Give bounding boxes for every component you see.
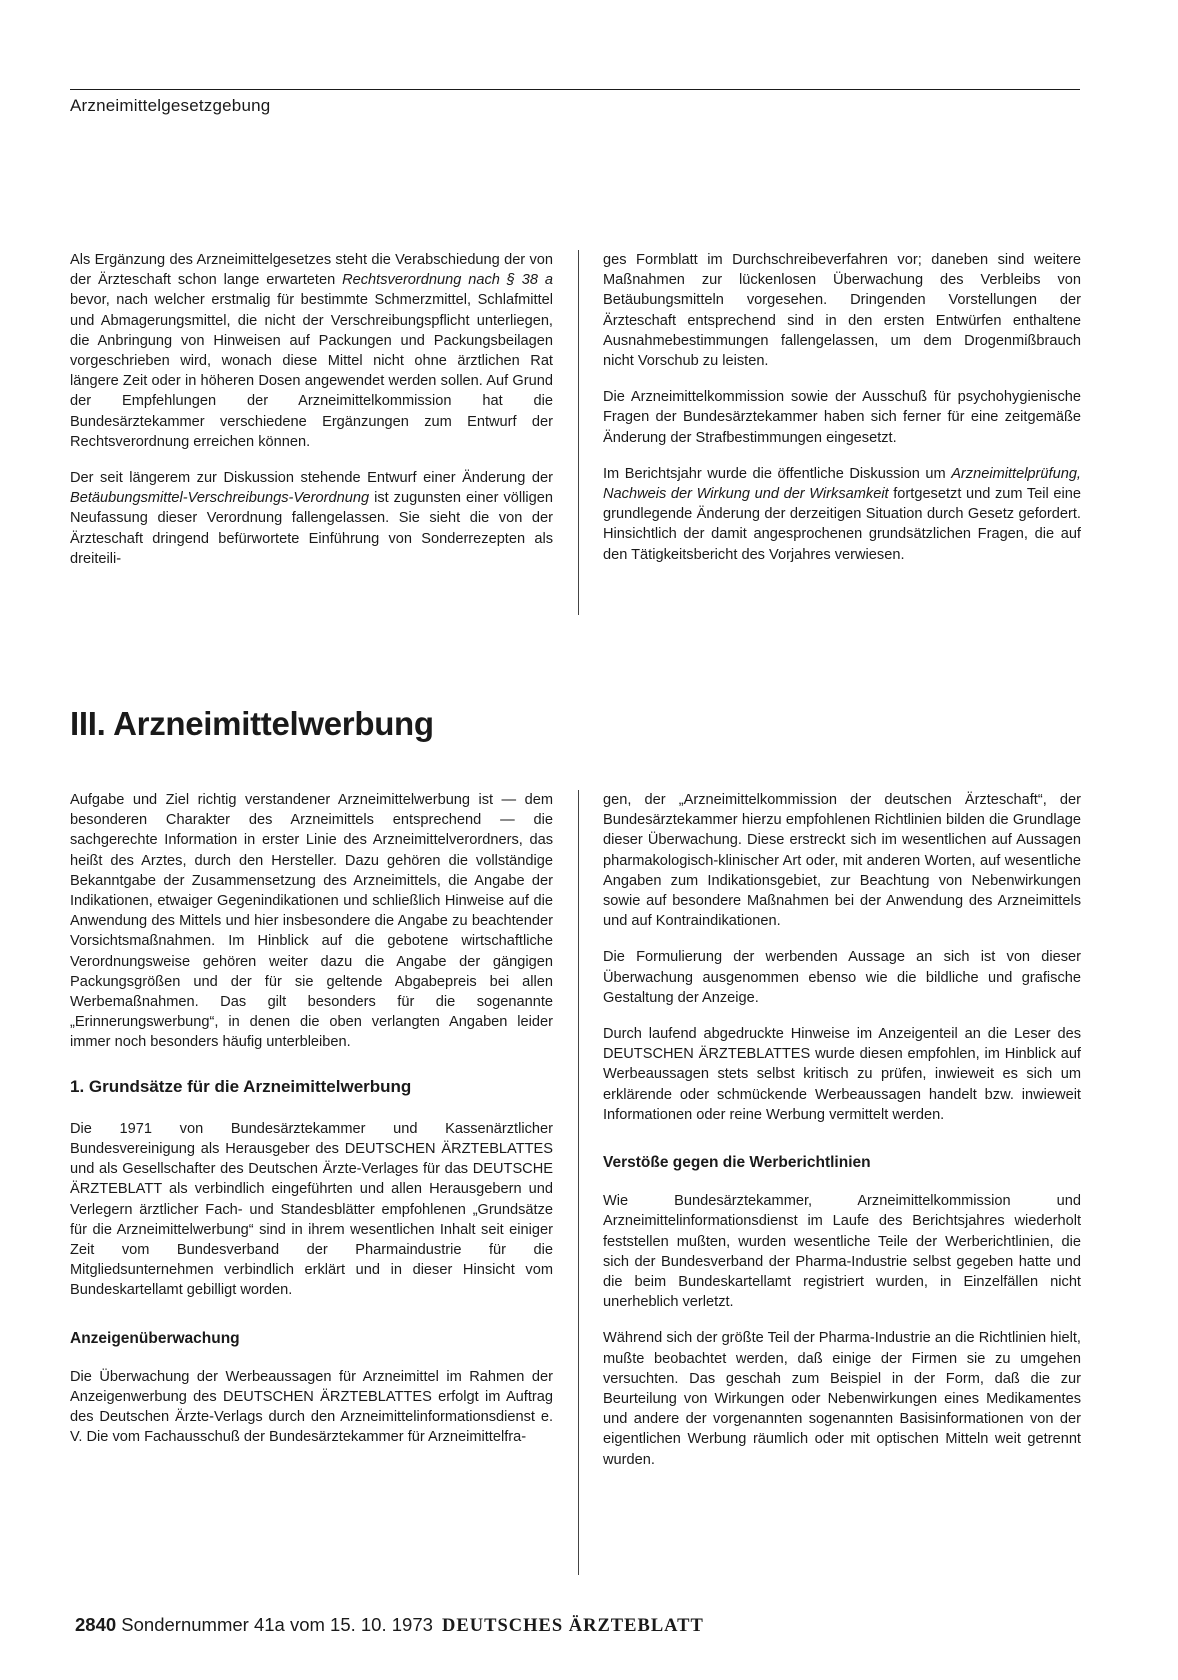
section-title: III. Arzneimittelwerbung <box>70 705 434 742</box>
column-divider <box>578 250 579 615</box>
section2-right-column <box>603 790 1081 1486</box>
paragraph: Der seit längerem zur Diskussion stehende Entwurf einer Änderung der Betäubungsmittel-Verschreibungs-Verordnung ist zugunsten einer völligen Neufassung dieser Verordnung fallengelassen. Sie sieht die von der Ärzteschaft dringend befürwortete Einführung von Sonderrezepten als dreiteili- <box>70 470 553 567</box>
paragraph: Die Arzneimittelkommission sowie der Ausschuß für psychohygienische Fragen der Bundesärztekammer haben sich ferner für eine zeitgemäße Änderung der Strafbestimmungen eingesetzt. <box>603 389 1081 446</box>
subsection-heading: Verstöße gegen die Werberichtlinien <box>603 1154 871 1172</box>
section1-right-column <box>603 250 1081 581</box>
paragraph: Wie Bundesärztekammer, Arzneimittelkommission und Arzneimittelinformationsdienst im Laufe des Berichtsjahres wiederholt feststellen mußten, wurden wesentliche Teile der Werberichtlinien, die sich der Bundesverband der Pharma-Industrie selbst gegeben hatte und die beim Bundeskartellamt registriert wurden, in Einzelfällen nicht unerheblich verletzt. <box>603 1193 1081 1311</box>
column-divider <box>578 790 579 1575</box>
emphasis: Rechtsverordnung nach § 38 a <box>342 272 553 289</box>
page-number: 2840 <box>75 1614 117 1635</box>
paragraph: Durch laufend abgedruckte Hinweise im Anzeigenteil an die Leser des DEUTSCHEN ÄRZTEBLATTES wurde diesen empfohlen, im Hinblick auf Werbeaussagen stets selbst kritisch zu prüfen, inwieweit es sich um erklärende oder schmückende Werbeaussagen handelt bzw. inwieweit Informationen oder reine Werbung vermittelt werden. <box>603 1026 1081 1123</box>
emphasis: Arzneimittelprüfung, Nachweis der Wirkung und der Wirksamkeit <box>603 465 1081 503</box>
section2-left-column <box>70 790 553 1464</box>
journal-name: DEUTSCHES ÄRZTEBLATT <box>442 1616 704 1636</box>
paragraph: Als Ergänzung des Arzneimittelgesetzes steht die Verabschiedung der von der Ärzteschaft schon lange erwarteten Rechtsverordnung nach § 38 a bevor, nach welcher erstmalig für bestimmte Schmerzmittel, Schlafmittel und Abmagerungsmittel, die nicht der Verschreibungspflicht unterliegen, die Anbringung von Hinweisen auf Packungen und Packungsbeilagen vorgeschrieben wird, wonach diese Mittel nicht ohne ärztlichen Rat längere Zeit oder in höheren Dosen angewendet werden sollen. Auf Grund der Empfehlungen der Arzneimittelkommission hat die Bundesärztekammer verschiedene Ergänzungen zum Entwurf der Rechtsverordnung erreichen können. <box>70 252 553 450</box>
header-rule <box>70 89 1080 90</box>
paragraph: Während sich der größte Teil der Pharma-Industrie an die Richtlinien hielt, mußte beobachtet werden, daß einige der Firmen sie zu umgehen versuchten. Das geschah zum Beispiel in der Form, daß die zur Beurteilung von Wirkungen oder Nebenwirkungen eines Medikamentes und andere der vorgenannten sogenannten Basisinformationen von der eigentlichen Werbung räumlich oder mit optischen Mitteln weit getrennt wurden. <box>603 1330 1081 1468</box>
section1-left-column <box>70 250 553 585</box>
paragraph: Die Überwachung der Werbeaussagen für Arzneimittel im Rahmen der Anzeigenwerbung des DEUTSCHEN ÄRZTEBLATTES erfolgt im Auftrag des Deutschen Ärzte-Verlags durch den Arzneimittelinformationsdienst e. V. Die vom Fachausschuß der Bundesärztekammer für Arzneimittelfra- <box>70 1368 553 1446</box>
paragraph: ges Formblatt im Durchschreibeverfahren vor; daneben sind weitere Maßnahmen zur lückenlosen Überwachung des Verbleibs von Betäubungsmitteln vorgesehen. Dringenden Vorstellungen der Ärzteschaft entsprechend sind in den ersten Entwürfen enthaltene Ausnahmebestimmungen fallengelassen, um dem Drogenmißbrauch nicht Vorschub zu leisten. <box>603 252 1081 370</box>
subsection-heading: Anzeigenüberwachung <box>70 1329 240 1347</box>
paragraph: Die 1971 von Bundesärztekammer und Kassenärztlicher Bundesvereinigung als Herausgeber des DEUTSCHEN ÄRZTEBLATTES und als Gesellschafter des Deutschen Ärzte-Verlages für das DEUTSCHE ÄRZTEBLATT als verbindlich eingeführten und allen Herausgebern und Verlegern ärztlicher Fach- und Standesblätter empfohlenen „Grundsätze für die Arzneimittelwerbung“ sind in ihrem wesentlichen Inhalt seit einiger Zeit vom Bundesverband der Pharmaindustrie für die Mitgliedsunternehmen verbindlich erklärt und in dieser Hinsicht vom Bundeskartellamt gebilligt worden. <box>70 1120 553 1299</box>
paragraph: Im Berichtsjahr wurde die öffentliche Diskussion um Arzneimittelprüfung, Nachweis der Wirkung und der Wirksamkeit fortgesetzt und zum Teil eine grundlegende Änderung der derzeitigen Situation durch Gesetz gefordert. Hinsichtlich der damit angesprochenen grundsätzlichen Fragen, die auf den Tätigkeitsbericht des Vorjahres verwiesen. <box>603 465 1081 563</box>
paragraph: Die Formulierung der werbenden Aussage an sich ist von dieser Überwachung ausgenommen ebenso wie die bildliche und grafische Gestaltung der Anzeige. <box>603 949 1081 1006</box>
issue-info: Sondernummer 41a vom 15. 10. 1973 <box>121 1614 433 1635</box>
running-header: Arzneimittelgesetzgebung <box>70 96 271 115</box>
paragraph: Aufgabe und Ziel richtig verstandener Arzneimittelwerbung ist — dem besonderen Charakter des Arzneimittels entsprechend — die sachgerechte Information in erster Linie des Arzneimittelverordners, das heißt des Arztes, durch den Hersteller. Dazu gehören die vollständige Bekanntgabe der Zusammensetzung des Arzneimittels, die Angabe der Indikationen, etwaiger Gegenindikationen und schließlich Hinweise auf die Anwendung des Mittels und hier insbesondere die Angabe zu beachtender Vorsichtsmaßnahmen. Im Hinblick auf die gebotene wirtschaftliche Verordnungsweise gehören weiter dazu die Angabe der gängigen Packungsgrößen und der für sie geltende Abgabepreis bei allen Werbemaßnahmen. Das gilt besonders für die sogenannte „Erinnerungswerbung“, in denen die oben verlangten Angaben leider immer noch besonders häufig unterbleiben. <box>70 792 553 1051</box>
emphasis: Betäubungsmittel-Verschreibungs-Verordnung <box>70 490 370 507</box>
page-footer <box>75 1614 704 1637</box>
subsection-heading: 1. Grundsätze für die Arzneimittelwerbung <box>70 1076 412 1096</box>
paragraph: gen, der „Arzneimittelkommission der deutschen Ärzteschaft“, der Bundesärztekammer hierzu empfohlenen Richtlinien bilden die Grundlage dieser Überwachung. Diese erstreckt sich im wesentlichen auf Aussagen pharmakologisch-klinischer Art oder, mit anderen Worten, auf wesentliche Angaben zum Indikationsgebiet, zur Beachtung von Nebenwirkungen sowie auf besondere Maßnahmen bei der Anwendung des Arzneimittels und auf Kontraindikationen. <box>603 792 1081 930</box>
